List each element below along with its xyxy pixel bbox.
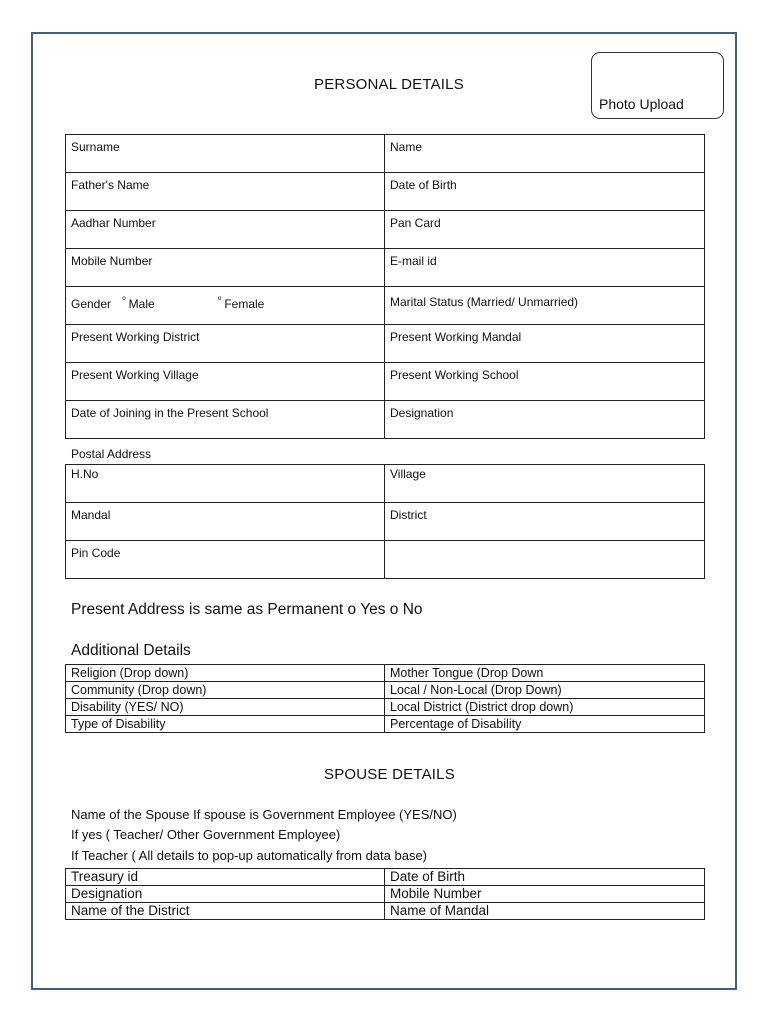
field-label: Date of Joining in the Present School [71, 406, 269, 420]
working-district-field[interactable] [66, 325, 385, 363]
field-label: Local / Non-Local (Drop Down) [390, 683, 562, 697]
table-row [66, 465, 705, 503]
type-of-disability-field[interactable] [66, 716, 385, 733]
field-label: Aadhar Number [71, 216, 156, 230]
spouse-designation-field[interactable] [66, 886, 385, 903]
table-row [66, 503, 705, 541]
table-row [66, 716, 705, 733]
date-of-birth-field[interactable] [385, 173, 705, 211]
date-of-joining-field[interactable] [66, 401, 385, 439]
photo-upload-box[interactable] [591, 52, 724, 119]
name-field[interactable] [385, 135, 705, 173]
field-label: Treasury id [71, 869, 139, 884]
working-school-field[interactable] [385, 363, 705, 401]
table-row [66, 682, 705, 699]
photo-upload-label: Photo Upload [599, 96, 684, 112]
surname-field[interactable] [66, 135, 385, 173]
field-label: Designation [390, 406, 454, 420]
postal-address-label: Postal Address [71, 447, 152, 461]
field-label: Name of Mandal [390, 903, 490, 918]
community-dropdown[interactable] [66, 682, 385, 699]
table-row [66, 699, 705, 716]
table-row [66, 541, 705, 579]
pin-code-field[interactable] [66, 541, 385, 579]
spouse-line: Name of the Spouse If spouse is Government Employee (YES/NO) [71, 807, 457, 822]
page-title: PERSONAL DETAILS [314, 76, 464, 93]
present-address-question: Present Address is same as Permanent o Yes o No [71, 601, 423, 618]
table-row [66, 135, 705, 173]
spouse-mobile-number-field[interactable] [385, 886, 705, 903]
field-label: Present Working Village [71, 368, 199, 382]
field-label: Pin Code [71, 546, 121, 560]
field-label: E-mail id [390, 254, 437, 268]
field-label: Present Working District [71, 330, 200, 344]
field-label: H.No [71, 467, 99, 481]
field-label: Present Working School [390, 368, 519, 382]
fathers-name-field[interactable] [66, 173, 385, 211]
table-row [66, 249, 705, 287]
table-row [66, 401, 705, 439]
field-label: Religion (Drop down) [71, 666, 189, 680]
pan-card-field[interactable] [385, 211, 705, 249]
field-label: Father's Name [71, 178, 150, 192]
female-radio[interactable]: º [218, 295, 222, 305]
field-label: Mother Tongue (Drop Down [390, 666, 544, 680]
female-label: Female [224, 297, 265, 311]
field-label: Name of the District [71, 903, 190, 918]
designation-field[interactable] [385, 401, 705, 439]
field-label: Mobile Number [390, 886, 482, 901]
spouse-details-table [65, 868, 705, 920]
mandal-field[interactable] [66, 503, 385, 541]
table-row [66, 173, 705, 211]
field-label: Present Working Mandal [390, 330, 522, 344]
table-row [66, 325, 705, 363]
field-label: Disability (YES/ NO) [71, 700, 184, 714]
table-row [66, 363, 705, 401]
local-district-dropdown[interactable] [385, 699, 705, 716]
table-row [66, 665, 705, 682]
district-field[interactable] [385, 503, 705, 541]
field-label: Percentage of Disability [390, 717, 522, 731]
field-label: Village [390, 467, 426, 481]
field-label: Mobile Number [71, 254, 153, 268]
field-label: Pan Card [390, 216, 441, 230]
mother-tongue-dropdown[interactable] [385, 665, 705, 682]
spouse-district-field[interactable] [66, 903, 385, 920]
personal-details-table [65, 134, 705, 439]
field-label: Date of Birth [390, 869, 466, 884]
table-row [66, 886, 705, 903]
field-label: Designation [71, 886, 143, 901]
spouse-line: If yes ( Teacher/ Other Government Employee) [71, 827, 341, 842]
working-mandal-field[interactable] [385, 325, 705, 363]
spouse-details-title: SPOUSE DETAILS [324, 766, 455, 783]
field-label: Local District (District drop down) [390, 700, 574, 714]
field-label: Name [390, 140, 423, 154]
table-row [66, 287, 705, 325]
gender-field [66, 287, 385, 325]
additional-details-table [65, 664, 705, 733]
local-nonlocal-dropdown[interactable] [385, 682, 705, 699]
male-label: Male [128, 297, 155, 311]
gender-label: Gender [71, 297, 112, 311]
field-label: Mandal [71, 508, 111, 522]
male-radio[interactable]: º [122, 295, 126, 305]
mobile-number-field[interactable] [66, 249, 385, 287]
house-number-field[interactable] [66, 465, 385, 503]
treasury-id-field[interactable] [66, 869, 385, 886]
field-label: Date of Birth [390, 178, 457, 192]
village-field[interactable] [385, 465, 705, 503]
disability-field[interactable] [66, 699, 385, 716]
spouse-date-of-birth-field[interactable] [385, 869, 705, 886]
aadhar-number-field[interactable] [66, 211, 385, 249]
field-label: District [390, 508, 427, 522]
email-field[interactable] [385, 249, 705, 287]
field-label: Marital Status (Married/ Unmarried) [390, 295, 579, 309]
table-row [66, 211, 705, 249]
table-row [66, 869, 705, 886]
empty-cell [385, 541, 705, 579]
additional-details-title: Additional Details [71, 642, 191, 659]
field-label: Type of Disability [71, 717, 166, 731]
marital-status-field[interactable] [385, 287, 705, 325]
postal-address-table [65, 464, 705, 579]
field-label: Surname [71, 140, 120, 154]
field-label: Community (Drop down) [71, 683, 207, 697]
spouse-line: If Teacher ( All details to pop-up automatically from data base) [71, 848, 428, 863]
percentage-of-disability-field[interactable] [385, 716, 705, 733]
religion-dropdown[interactable] [66, 665, 385, 682]
table-row [66, 903, 705, 920]
working-village-field[interactable] [66, 363, 385, 401]
spouse-mandal-field[interactable] [385, 903, 705, 920]
